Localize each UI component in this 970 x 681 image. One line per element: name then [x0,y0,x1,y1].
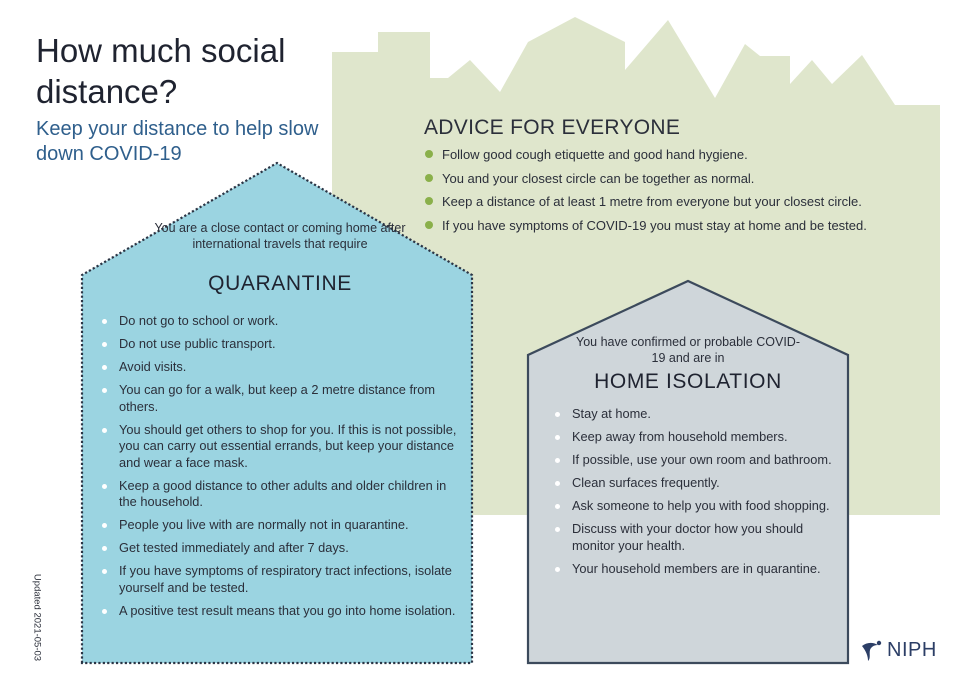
advice-item: You and your closest circle can be together as normal. [424,167,934,191]
isolation-heading: HOME ISOLATION [594,370,782,393]
quarantine-list [102,313,462,626]
quarantine-item: Avoid visits. [102,359,462,376]
niph-logo [860,638,937,662]
quarantine-item: A positive test result means that you go into home isolation. [102,603,462,620]
isolation-item: Stay at home. [555,406,840,423]
quarantine-item: Get tested immediately and after 7 days. [102,540,462,557]
page-title: How much social distance? [36,32,286,110]
isolation-item: Your household members are in quarantine. [555,561,840,578]
quarantine-intro: You are a close contact or coming home after international travels that require [154,221,406,251]
page-subtitle: Keep your distance to help slow down COVID-19 [36,118,319,165]
quarantine-item: People you live with are normally not in quarantine. [102,517,462,534]
isolation-item: If possible, use your own room and bathroom. [555,452,840,469]
quarantine-item: Do not go to school or work. [102,313,462,330]
logo-text: NIPH [887,638,937,661]
advice-item: Keep a distance of at least 1 metre from everyone but your closest circle. [424,190,934,214]
advice-item: If you have symptoms of COVID-19 you must stay at home and be tested. [424,214,934,238]
isolation-item: Ask someone to help you with food shopping. [555,498,840,515]
quarantine-item: You can go for a walk, but keep a 2 metre distance from others. [102,382,462,415]
isolation-intro: You have confirmed or probable COVID-19 and are in [576,335,800,365]
isolation-item: Discuss with your doctor how you should monitor your health. [555,521,840,554]
niph-bird-icon [860,638,884,662]
isolation-list [555,406,840,584]
advice-heading: ADVICE FOR EVERYONE [424,116,681,139]
quarantine-heading: QUARANTINE [208,272,352,295]
isolation-item: Clean surfaces frequently. [555,475,840,492]
quarantine-item: If you have symptoms of respiratory tract infections, isolate yourself and be tested. [102,563,462,596]
quarantine-item: Keep a good distance to other adults and older children in the household. [102,478,462,511]
quarantine-item: Do not use public transport. [102,336,462,353]
isolation-item: Keep away from household members. [555,429,840,446]
advice-item: Follow good cough etiquette and good hand hygiene. [424,143,934,167]
quarantine-item: You should get others to shop for you. If this is not possible, you can carry out essential errands, but keep your distance and wear a face mask. [102,422,462,472]
advice-list [424,143,934,237]
updated-date: Updated 2021-05-03 [31,573,43,662]
